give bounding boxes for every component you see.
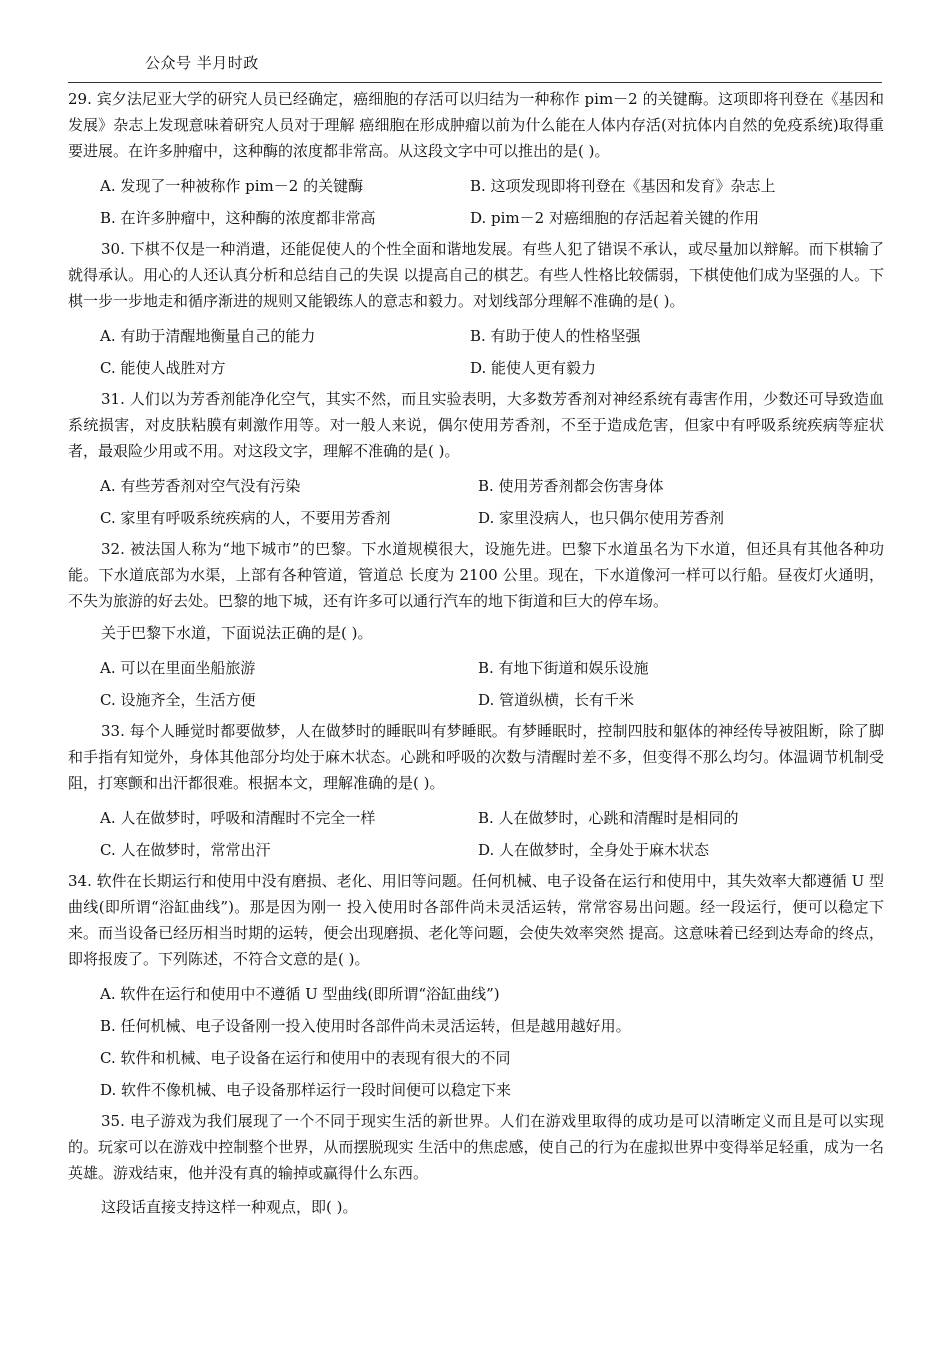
option-b: B. 有助于使人的性格坚强 [470, 327, 641, 345]
option-a: A. 发现了一种被称作 pim－2 的关键酶 [100, 177, 364, 195]
question-stem: 33. 每个人睡觉时都要做梦，人在做梦时的睡眠叫有梦睡眠。有梦睡眠时，控制四肢和躯体的神经传导被阻断，除了脚和手指有知觉外，身体其他部分均处于麻木状态。心跳和呼吸的次数与清醒时差不多，但变得不那么均匀。体温调节机制受阻，打寒颤和出汗都很难。根据本文，理解准确的是( )。 [68, 722, 884, 792]
option-a: A. 有助于清醒地衡量自己的能力 [100, 327, 316, 345]
option-b: B. 人在做梦时，心跳和清醒时是相同的 [478, 809, 739, 827]
question-31 [68, 386, 884, 534]
question-stem: 30. 下棋不仅是一种消遣，还能促使人的个性全面和谐地发展。有些人犯了错误不承认，或尽量加以辩解。而下棋输了就得承认。用心的人还认真分析和总结自己的失误 以提高自己的棋艺。有些人性格比较儒弱，下棋使他们成为坚强的人。下棋一步一步地走和循序渐进的规则又能锻练人的意志和毅力。对划线部分理解不准确的是( )。 [68, 240, 884, 310]
option-d: D. 家里没病人，也只偶尔使用芳香剂 [478, 509, 725, 527]
option-d: D. 人在做梦时，全身处于麻木状态 [478, 841, 710, 859]
options-grid [100, 470, 884, 534]
option-a: A. 人在做梦时，呼吸和清醒时不完全一样 [100, 809, 376, 827]
question-stem: 29. 宾夕法尼亚大学的研究人员已经确定，癌细胞的存活可以归结为一种称作 pim－2 的关键酶。这项即将刊登在《基因和发展》杂志上发现意味着研究人员对于理解 癌细胞在形成肿瘤以前为什么能在人体内存活(对抗体内自然的免疫系统)取得重要进展。在许多肿瘤中，这种酶的浓度都非常高。从这段文字中可以推出的是( )。 [68, 90, 884, 160]
option-b: B. 有地下街道和娱乐设施 [478, 659, 649, 677]
option-c: C. 设施齐全，生活方便 [100, 691, 256, 709]
option-b: B. 任何机械、电子设备刚一投入使用时各部件尚未灵活运转，但是越用越好用。 [100, 1017, 631, 1035]
option-c: C. 软件和机械、电子设备在运行和使用中的表现有很大的不同 [100, 1049, 511, 1067]
question-stem: 35. 电子游戏为我们展现了一个不同于现实生活的新世界。人们在游戏里取得的成功是可以清晰定义而且是可以实现的。玩家可以在游戏中控制整个世界，从而摆脱现实 生活中的焦虑感，使自己的行为在虚拟世界中变得举足轻重，成为一名英雄。游戏结束，他并没有真的输掉或赢得什么东西。 [68, 1112, 884, 1182]
option-d: D. 管道纵横，长有千米 [478, 691, 635, 709]
option-d: D. 能使人更有毅力 [470, 359, 597, 377]
option-b: B. 这项发现即将刊登在《基因和发育》杂志上 [470, 177, 776, 195]
option-d: D. 软件不像机械、电子设备那样运行一段时间便可以稳定下来 [100, 1081, 512, 1099]
option-c: C. 家里有呼吸系统疾病的人，不要用芳香剂 [100, 509, 391, 527]
option-a: A. 有些芳香剂对空气没有污染 [100, 477, 301, 495]
question-32 [68, 536, 884, 716]
page-header: 公众号 半月时政 [145, 54, 259, 72]
options-list [100, 978, 884, 1106]
option-d: D. pim－2 对癌细胞的存活起着关键的作用 [470, 209, 759, 227]
question-34 [68, 868, 884, 1106]
question-stem: 31. 人们以为芳香剂能净化空气，其实不然，而且实验表明，大多数芳香剂对神经系统有毒害作用，少数还可导致造血系统损害，对皮肤粘膜有刺激作用等。对一般人来说，偶尔使用芳香剂，不至于造成危害，但家中有呼吸系统疾病等症状者，最艰险少用或不用。对这段文字，理解不准确的是( )。 [68, 390, 884, 460]
question-33 [68, 718, 884, 866]
question-29 [68, 86, 884, 234]
options-grid [100, 170, 884, 234]
option-c: C. 人在做梦时，常常出汗 [100, 841, 271, 859]
question-stem: 32. 被法国人称为“地下城市”的巴黎。下水道规模很大，设施先进。巴黎下水道虽名为下水道，但还具有其他各种功能。下水道底部为水渠，上部有各种管道，管道总 长度为 2100 公里。现在，下水道像河一样可以行船。昼夜灯火通明，不失为旅游的好去处。巴黎的地下城，还有许多可以通行汽车的地下街道和巨大的停车场。 [68, 540, 884, 610]
question-prompt: 这段话直接支持这样一种观点，即( )。 [101, 1198, 358, 1216]
question-35 [68, 1108, 884, 1220]
option-a: A. 可以在里面坐船旅游 [100, 659, 256, 677]
options-grid [100, 802, 884, 866]
question-stem: 34. 软件在长期运行和使用中没有磨损、老化、用旧等问题。任何机械、电子设备在运行和使用中，其失效率大都遵循 U 型曲线(即所谓“浴缸曲线”)。那是因为刚一 投入使用时各部件尚未灵活运转，常常容易出问题。经一段运行，便可以稳定下来。而当设备已经历相当时期的运转，便会出现磨损、老化等问题，会使失效率突然 提高。这意味着已经到达寿命的终点，即将报废了。下列陈述，不符合文意的是( )。 [68, 872, 884, 968]
header-rule [68, 82, 882, 83]
question-30 [68, 236, 884, 384]
document-body [68, 86, 884, 1220]
option-b: B. 使用芳香剂都会伤害身体 [478, 477, 664, 495]
option-a: A. 软件在运行和使用中不遵循 U 型曲线(即所谓“浴缸曲线”) [100, 985, 500, 1003]
option-c: B. 在许多肿瘤中，这种酶的浓度都非常高 [100, 209, 376, 227]
options-grid [100, 320, 884, 384]
options-grid [100, 652, 884, 716]
question-prompt: 关于巴黎下水道，下面说法正确的是( )。 [101, 624, 373, 642]
option-c: C. 能使人战胜对方 [100, 359, 226, 377]
